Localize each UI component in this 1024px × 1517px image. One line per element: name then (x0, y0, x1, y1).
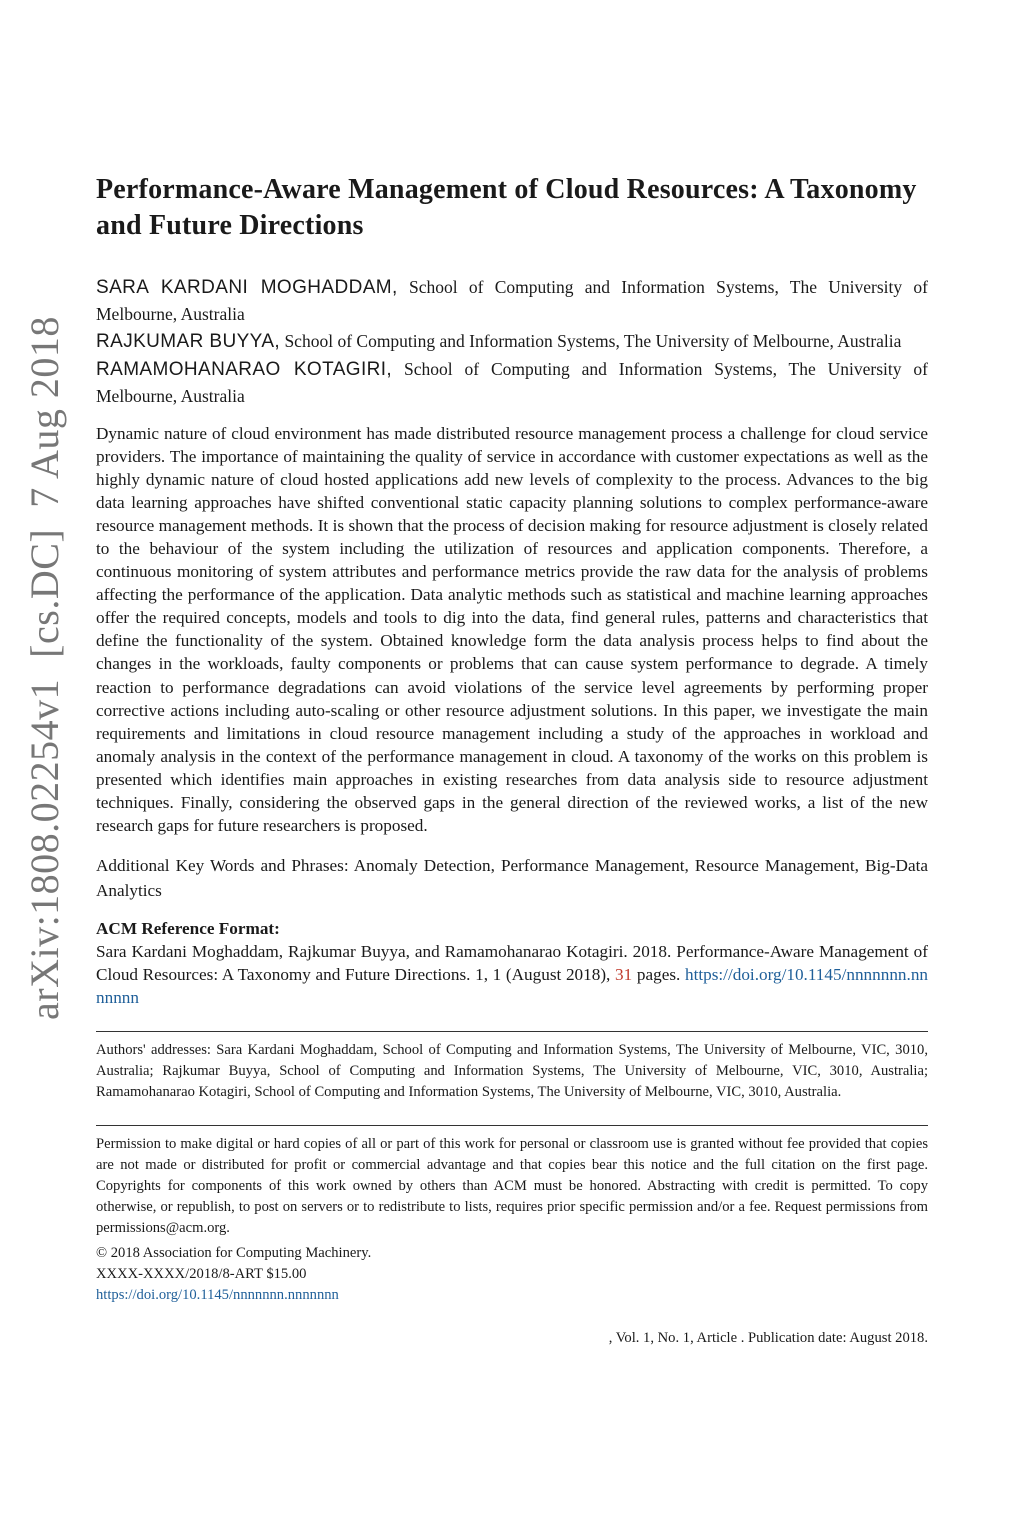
author-name: SARA KARDANI MOGHADDAM, (96, 277, 398, 298)
page-body (96, 172, 928, 1348)
copyright: © 2018 Association for Computing Machinery. (96, 1244, 372, 1261)
author-entry (96, 356, 928, 410)
paper-title: Performance-Aware Management of Cloud Resources: A Taxonomy and Future Directions (96, 174, 917, 241)
pages-suffix: pages. (632, 964, 681, 984)
permission-notice (96, 1134, 928, 1239)
page-footer: , Vol. 1, No. 1, Article . Publication date: August 2018. (608, 1329, 928, 1346)
acm-reference (96, 917, 928, 1009)
author-name: RAJKUMAR BUYYA, (96, 331, 281, 353)
author-list (96, 274, 928, 410)
divider (96, 1031, 928, 1032)
reference-citation: Sara Kardani Moghaddam, Rajkumar Buyya, and Ramamohanarao Kotagiri. 2018. Performance-Aware Management of Cloud Resources: A Taxonomy and Future Directions. 1, 1 (August 2018), (96, 941, 928, 984)
issn: XXXX-XXXX/2018/8-ART $15.00 (96, 1265, 307, 1282)
doi-link[interactable]: https://doi.org/10.1145/nnnnnnn.nnnnnnn (96, 964, 929, 1007)
permission-text: Permission to make digital or hard copies of all or part of this work for personal or classroom use is granted without fee provided that copies are not made or distributed for profit or commercial advantage and that copies bear this notice and the full citation on the first page. Copyrights for components of this work owned by others than ACM must be honored. Abstracting with credit is permitted. To copy otherwise, or republish, to post on servers or to redistribute to lists, requires prior specific permission and/or a fee. Request permissions from permissions@acm.org. (96, 1135, 928, 1236)
author-name: RAMAMOHANARAO KOTAGIRI, (96, 358, 393, 380)
author-entry (96, 328, 928, 355)
author-affiliation: School of Computing and Information Systems, The University of Melbourne, Australia (96, 358, 928, 406)
author-entry (96, 274, 928, 328)
doi-link-footer[interactable]: https://doi.org/10.1145/nnnnnnn.nnnnnnn (96, 1286, 339, 1303)
abstract: Dynamic nature of cloud environment has made distributed resource management process a challenge for cloud service providers. The importance of maintaining the quality of service in accordance with customer expectations as well as the highly dynamic nature of cloud hosted applications add new levels of complexity to the process. Advances to the big data learning approaches have shifted conventional static capacity planning solutions to complex performance-aware resource management methods. It is shown that the process of decision making for resource adjustment is closely related to the behaviour of the system including the utilization of resources and application components. Therefore, a continuous monitoring of system attributes and performance metrics provide the raw data for the analysis of problems affecting the performance of the application. Data analytic methods such as statistical and machine learning approaches offer the required concepts, models and tools to dig into the data, find general rules, patterns and characteristics that define the functionality of the system. Obtained knowledge form the data analysis process helps to find about the changes in the workloads, faulty components or problems that can cause system performance to degrade. A timely reaction to performance degradations can avoid violations of the service level agreements by performing proper corrective actions including auto-scaling or other resource adjustment solutions. In this paper, we investigate the main requirements and limitations in cloud resource management including a study of the approaches in workload and anomaly analysis in the context of the performance management in cloud. A taxonomy of the works on this problem is presented which identifies main approaches in existing researches from data analysis side to resource adjustment techniques. Finally, considering the observed gaps in the general direction of the reviewed works, a list of the new research gaps for future researchers is proposed. (96, 424, 928, 835)
author-affiliation: School of Computing and Information Systems, The University of Melbourne, Australia (284, 331, 902, 352)
acm-reference-text (96, 940, 928, 1009)
page-count-link[interactable]: 31 (615, 964, 633, 984)
arxiv-stamp: arXiv:1808.02254v1 [cs.DC] 7 Aug 2018 (22, 316, 67, 1020)
acm-reference-heading: ACM Reference Format: (96, 918, 280, 938)
keywords: Additional Key Words and Phrases: Anomaly Detection, Performance Management, Resource Management, Big-Data Analytics (96, 855, 928, 900)
copyright-block (96, 1243, 928, 1306)
author-affiliation: School of Computing and Information Systems, The University of Melbourne, Australia (96, 277, 929, 325)
authors-addresses: Authors' addresses: Sara Kardani Moghaddam, School of Computing and Information Systems, The University of Melbourne, VIC, 3010, Australia; Rajkumar Buyya, School of Computing and Information Systems, The University of Melbourne, VIC, 3010, Australia; Ramamohanarao Kotagiri, School of Computing and Information Systems, The University of Melbourne, VIC, 3010, Australia. (96, 1041, 928, 1100)
divider (96, 1125, 928, 1126)
